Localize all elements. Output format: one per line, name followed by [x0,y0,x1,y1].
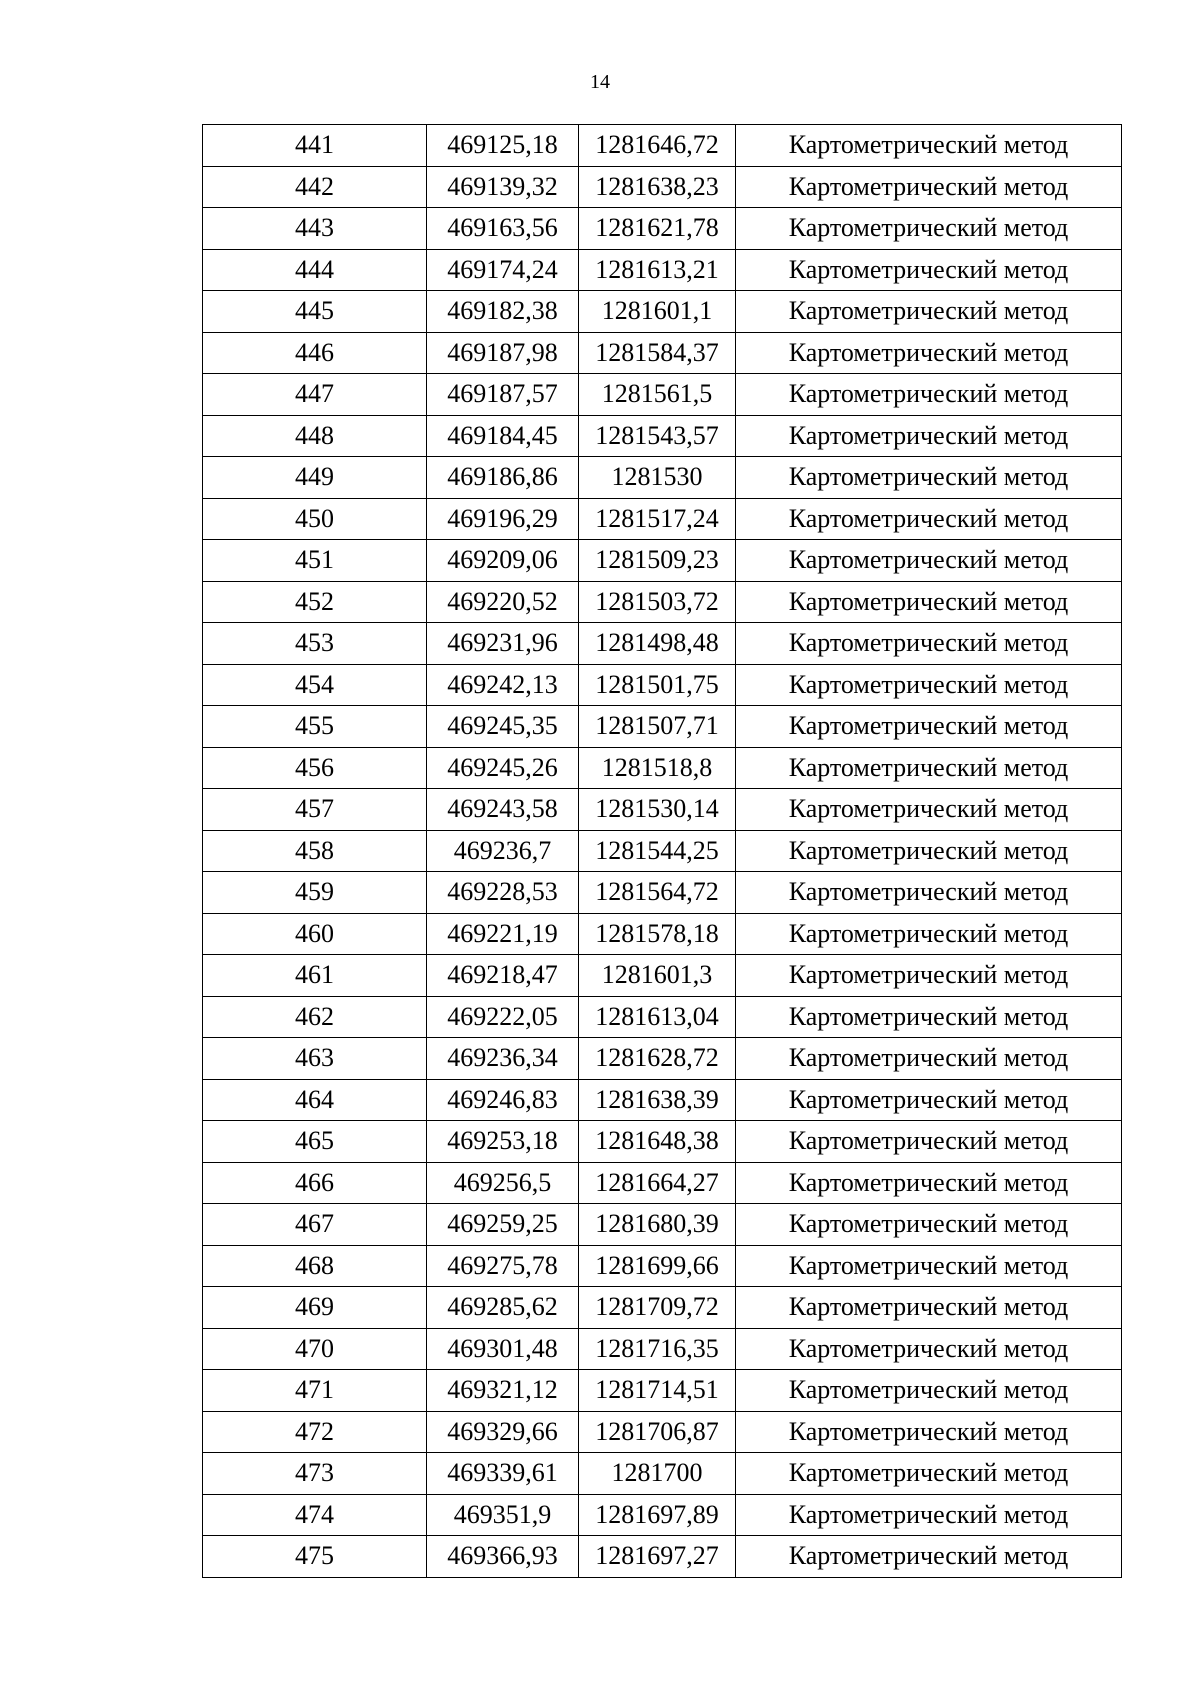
point-number-cell: 458 [203,830,427,872]
x-coordinate-cell: 469351,9 [427,1494,579,1536]
method-cell: Картометрический метод [736,332,1122,374]
y-coordinate-cell: 1281628,72 [579,1038,736,1080]
table-row [203,1411,1122,1453]
point-number-cell: 452 [203,581,427,623]
point-number-cell: 475 [203,1536,427,1578]
x-coordinate-cell: 469301,48 [427,1328,579,1370]
y-coordinate-cell: 1281518,8 [579,747,736,789]
method-cell: Картометрический метод [736,1162,1122,1204]
table-row [203,1038,1122,1080]
x-coordinate-cell: 469231,96 [427,623,579,665]
x-coordinate-cell: 469256,5 [427,1162,579,1204]
y-coordinate-cell: 1281638,39 [579,1079,736,1121]
method-cell: Картометрический метод [736,872,1122,914]
x-coordinate-cell: 469285,62 [427,1287,579,1329]
y-coordinate-cell: 1281509,23 [579,540,736,582]
y-coordinate-cell: 1281584,37 [579,332,736,374]
method-cell: Картометрический метод [736,1411,1122,1453]
point-number-cell: 442 [203,166,427,208]
method-cell: Картометрический метод [736,1287,1122,1329]
point-number-cell: 467 [203,1204,427,1246]
point-number-cell: 457 [203,789,427,831]
table-row [203,996,1122,1038]
x-coordinate-cell: 469163,56 [427,208,579,250]
method-cell: Картометрический метод [736,415,1122,457]
page-number: 14 [590,71,610,93]
y-coordinate-cell: 1281517,24 [579,498,736,540]
x-coordinate-cell: 469139,32 [427,166,579,208]
y-coordinate-cell: 1281706,87 [579,1411,736,1453]
y-coordinate-cell: 1281501,75 [579,664,736,706]
y-coordinate-cell: 1281507,71 [579,706,736,748]
point-number-cell: 453 [203,623,427,665]
table-row [203,208,1122,250]
coordinates-table [202,124,1122,1578]
x-coordinate-cell: 469184,45 [427,415,579,457]
method-cell: Картометрический метод [736,996,1122,1038]
x-coordinate-cell: 469220,52 [427,581,579,623]
point-number-cell: 441 [203,125,427,167]
x-coordinate-cell: 469174,24 [427,249,579,291]
x-coordinate-cell: 469259,25 [427,1204,579,1246]
method-cell: Картометрический метод [736,706,1122,748]
y-coordinate-cell: 1281601,3 [579,955,736,997]
x-coordinate-cell: 469196,29 [427,498,579,540]
y-coordinate-cell: 1281544,25 [579,830,736,872]
table-row [203,830,1122,872]
table-row [203,1121,1122,1163]
y-coordinate-cell: 1281648,38 [579,1121,736,1163]
table-row [203,913,1122,955]
point-number-cell: 449 [203,457,427,499]
y-coordinate-cell: 1281561,5 [579,374,736,416]
x-coordinate-cell: 469329,66 [427,1411,579,1453]
y-coordinate-cell: 1281697,89 [579,1494,736,1536]
point-number-cell: 464 [203,1079,427,1121]
table-row [203,125,1122,167]
x-coordinate-cell: 469222,05 [427,996,579,1038]
point-number-cell: 447 [203,374,427,416]
x-coordinate-cell: 469275,78 [427,1245,579,1287]
method-cell: Картометрический метод [736,664,1122,706]
table-row [203,540,1122,582]
method-cell: Картометрический метод [736,125,1122,167]
point-number-cell: 471 [203,1370,427,1412]
table-row [203,1204,1122,1246]
method-cell: Картометрический метод [736,249,1122,291]
method-cell: Картометрический метод [736,830,1122,872]
point-number-cell: 451 [203,540,427,582]
x-coordinate-cell: 469187,98 [427,332,579,374]
y-coordinate-cell: 1281564,72 [579,872,736,914]
x-coordinate-cell: 469236,34 [427,1038,579,1080]
table-row [203,789,1122,831]
y-coordinate-cell: 1281714,51 [579,1370,736,1412]
method-cell: Картометрический метод [736,1328,1122,1370]
point-number-cell: 463 [203,1038,427,1080]
table-row [203,955,1122,997]
x-coordinate-cell: 469245,26 [427,747,579,789]
point-number-cell: 459 [203,872,427,914]
method-cell: Картометрический метод [736,166,1122,208]
table-row [203,706,1122,748]
point-number-cell: 456 [203,747,427,789]
method-cell: Картометрический метод [736,374,1122,416]
point-number-cell: 448 [203,415,427,457]
y-coordinate-cell: 1281578,18 [579,913,736,955]
point-number-cell: 446 [203,332,427,374]
table-row [203,1287,1122,1329]
x-coordinate-cell: 469218,47 [427,955,579,997]
y-coordinate-cell: 1281716,35 [579,1328,736,1370]
table-row [203,581,1122,623]
table-row [203,249,1122,291]
point-number-cell: 470 [203,1328,427,1370]
table-row [203,1494,1122,1536]
y-coordinate-cell: 1281613,21 [579,249,736,291]
y-coordinate-cell: 1281699,66 [579,1245,736,1287]
table-row [203,1328,1122,1370]
table-row [203,664,1122,706]
x-coordinate-cell: 469242,13 [427,664,579,706]
point-number-cell: 444 [203,249,427,291]
y-coordinate-cell: 1281664,27 [579,1162,736,1204]
method-cell: Картометрический метод [736,498,1122,540]
table-row [203,623,1122,665]
point-number-cell: 469 [203,1287,427,1329]
x-coordinate-cell: 469339,61 [427,1453,579,1495]
table-row [203,1079,1122,1121]
method-cell: Картометрический метод [736,540,1122,582]
table-row [203,1453,1122,1495]
y-coordinate-cell: 1281680,39 [579,1204,736,1246]
y-coordinate-cell: 1281700 [579,1453,736,1495]
method-cell: Картометрический метод [736,747,1122,789]
table-row [203,332,1122,374]
point-number-cell: 454 [203,664,427,706]
x-coordinate-cell: 469182,38 [427,291,579,333]
y-coordinate-cell: 1281638,23 [579,166,736,208]
x-coordinate-cell: 469321,12 [427,1370,579,1412]
method-cell: Картометрический метод [736,457,1122,499]
table-row [203,1245,1122,1287]
x-coordinate-cell: 469243,58 [427,789,579,831]
point-number-cell: 465 [203,1121,427,1163]
x-coordinate-cell: 469125,18 [427,125,579,167]
point-number-cell: 445 [203,291,427,333]
y-coordinate-cell: 1281498,48 [579,623,736,665]
y-coordinate-cell: 1281543,57 [579,415,736,457]
method-cell: Картометрический метод [736,208,1122,250]
x-coordinate-cell: 469187,57 [427,374,579,416]
method-cell: Картометрический метод [736,955,1122,997]
method-cell: Картометрический метод [736,1494,1122,1536]
point-number-cell: 472 [203,1411,427,1453]
method-cell: Картометрический метод [736,1370,1122,1412]
table-row [203,166,1122,208]
method-cell: Картометрический метод [736,623,1122,665]
y-coordinate-cell: 1281503,72 [579,581,736,623]
method-cell: Картометрический метод [736,1204,1122,1246]
table-row [203,291,1122,333]
table-row [203,457,1122,499]
table-row [203,747,1122,789]
x-coordinate-cell: 469246,83 [427,1079,579,1121]
point-number-cell: 466 [203,1162,427,1204]
x-coordinate-cell: 469221,19 [427,913,579,955]
table-row [203,415,1122,457]
point-number-cell: 450 [203,498,427,540]
method-cell: Картометрический метод [736,789,1122,831]
y-coordinate-cell: 1281530 [579,457,736,499]
x-coordinate-cell: 469186,86 [427,457,579,499]
y-coordinate-cell: 1281530,14 [579,789,736,831]
table-row [203,1536,1122,1578]
y-coordinate-cell: 1281613,04 [579,996,736,1038]
point-number-cell: 460 [203,913,427,955]
method-cell: Картометрический метод [736,1121,1122,1163]
x-coordinate-cell: 469209,06 [427,540,579,582]
table-row [203,374,1122,416]
method-cell: Картометрический метод [736,1038,1122,1080]
x-coordinate-cell: 469236,7 [427,830,579,872]
x-coordinate-cell: 469366,93 [427,1536,579,1578]
point-number-cell: 461 [203,955,427,997]
table-row [203,1162,1122,1204]
y-coordinate-cell: 1281709,72 [579,1287,736,1329]
table-row [203,498,1122,540]
y-coordinate-cell: 1281697,27 [579,1536,736,1578]
point-number-cell: 462 [203,996,427,1038]
point-number-cell: 443 [203,208,427,250]
x-coordinate-cell: 469228,53 [427,872,579,914]
method-cell: Картометрический метод [736,1536,1122,1578]
y-coordinate-cell: 1281601,1 [579,291,736,333]
y-coordinate-cell: 1281621,78 [579,208,736,250]
coordinates-table-body [203,125,1122,1578]
table-row [203,872,1122,914]
x-coordinate-cell: 469253,18 [427,1121,579,1163]
point-number-cell: 468 [203,1245,427,1287]
method-cell: Картометрический метод [736,291,1122,333]
point-number-cell: 474 [203,1494,427,1536]
method-cell: Картометрический метод [736,581,1122,623]
point-number-cell: 473 [203,1453,427,1495]
method-cell: Картометрический метод [736,913,1122,955]
method-cell: Картометрический метод [736,1245,1122,1287]
table-row [203,1370,1122,1412]
point-number-cell: 455 [203,706,427,748]
y-coordinate-cell: 1281646,72 [579,125,736,167]
method-cell: Картометрический метод [736,1453,1122,1495]
method-cell: Картометрический метод [736,1079,1122,1121]
x-coordinate-cell: 469245,35 [427,706,579,748]
